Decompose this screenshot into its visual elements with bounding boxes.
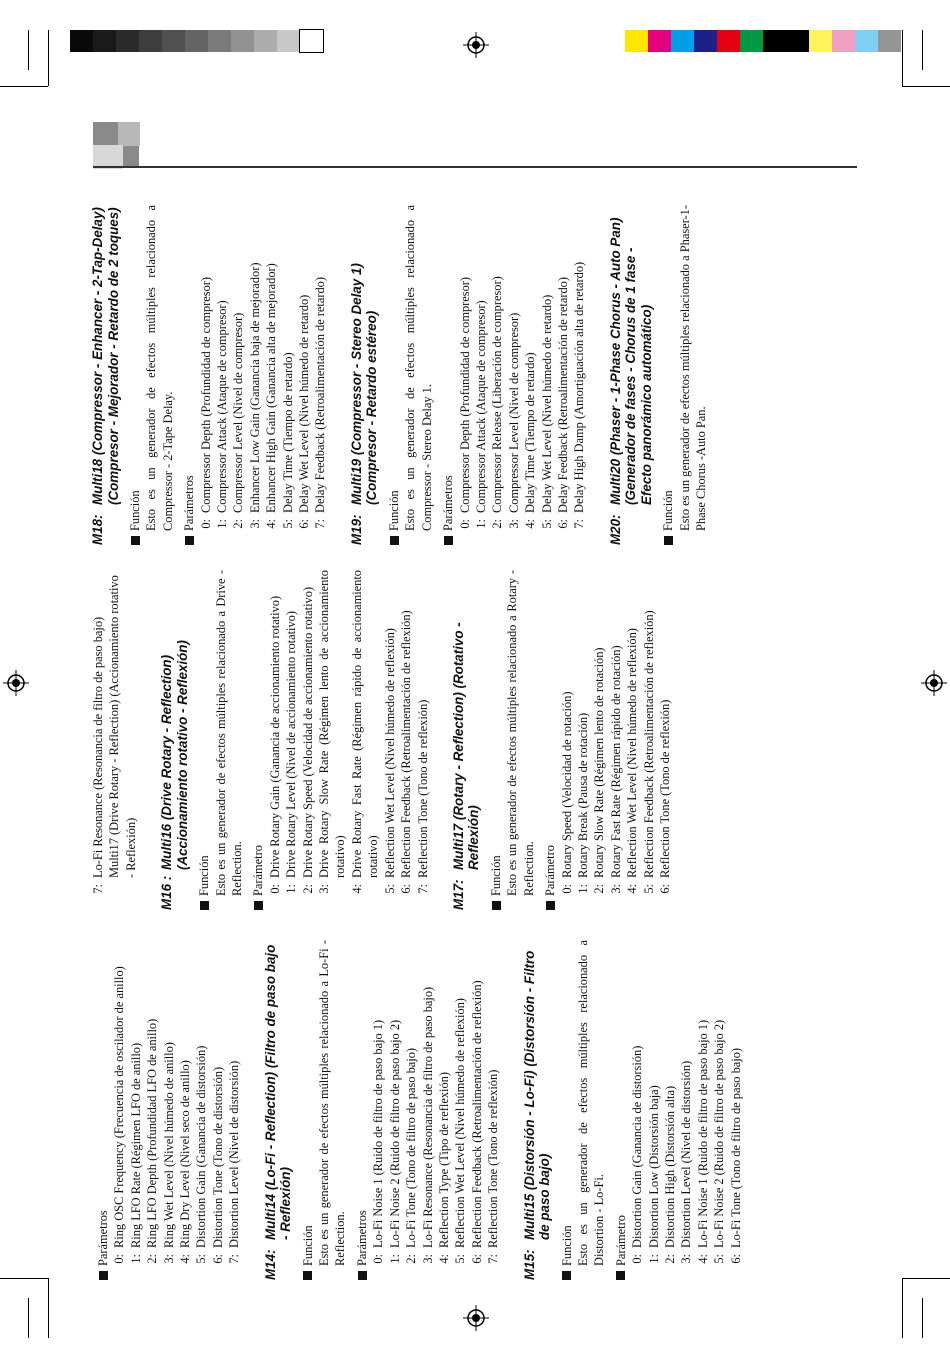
square-bullet-icon bbox=[492, 901, 501, 910]
param-text: Delay High Damp (Amortiguación alta de retardo) bbox=[572, 261, 587, 513]
param-list bbox=[559, 570, 674, 910]
param-text: Reflection Wet Level (Nivel húmedo de reflexión) bbox=[382, 628, 397, 878]
param-number: 6: bbox=[399, 884, 414, 894]
param-item bbox=[316, 570, 349, 910]
param-text: Reflection Wet Level (Nivel húmedo de reflexión) bbox=[625, 628, 640, 878]
param-number: 2: bbox=[231, 519, 246, 529]
param-text: Rotary Slow Rate (Régimen lento de rotación) bbox=[592, 647, 607, 878]
param-text: Delay Wet Level (Nivel húmedo de retardo) bbox=[297, 294, 312, 513]
param-text: Delay Time (Tiempo de retardo) bbox=[523, 352, 538, 513]
color-swatch bbox=[231, 30, 254, 52]
section-number: M18: bbox=[90, 514, 105, 545]
function-description: Esto es un generador de efectos múltiples relacionado a Compressor - 2-Tape Delay. bbox=[144, 205, 175, 531]
crop-mark-bl-h bbox=[0, 1278, 48, 1279]
param-item bbox=[161, 940, 177, 1280]
function-label: Función bbox=[300, 1225, 315, 1266]
param-text: Lo-Fi Noise 1 (Ruido de filtro de paso bajo 1) bbox=[695, 1019, 710, 1248]
params-heading bbox=[440, 205, 456, 545]
color-swatch bbox=[300, 30, 323, 52]
param-number: 5: bbox=[280, 519, 295, 529]
param-number: 3: bbox=[608, 884, 623, 894]
function-label: Función bbox=[197, 855, 212, 896]
param-number: 6: bbox=[728, 1254, 743, 1264]
params-heading-label: Parámetros bbox=[96, 1210, 110, 1266]
color-swatch bbox=[139, 30, 162, 52]
registration-mark-icon bbox=[3, 670, 29, 696]
param-number: 6: bbox=[555, 519, 570, 529]
square-bullet-icon bbox=[358, 1271, 367, 1280]
param-text: Distortion High (Distorsión alta) bbox=[662, 1085, 677, 1248]
param-text: Ring Dry Level (Nivel seco de anillo) bbox=[178, 1060, 193, 1248]
section-title bbox=[522, 940, 553, 1280]
param-item bbox=[312, 205, 328, 545]
param-text: Reflection Feedback (Retroalimentación de reflexión) bbox=[399, 610, 414, 878]
param-text: Reflection Tone (Tono de reflexión) bbox=[657, 699, 672, 878]
param-item bbox=[296, 205, 312, 545]
param-item bbox=[398, 570, 414, 910]
param-text: Distortion Tone (Tono de distorsión) bbox=[210, 1066, 225, 1248]
param-number: 1: bbox=[575, 884, 590, 894]
params-label: Parámetro bbox=[251, 845, 266, 896]
color-swatch bbox=[717, 30, 740, 52]
function-label: Función bbox=[661, 490, 676, 531]
param-number: 1: bbox=[387, 1254, 402, 1264]
param-item bbox=[210, 940, 226, 1280]
function-heading bbox=[127, 205, 143, 545]
color-swatch bbox=[208, 30, 231, 52]
section-title-text: Multi18 (Compressor - Enhancer - 2-Tap-Delay) (Compresor - Mejorador - Retardo de 2 toques) bbox=[90, 207, 121, 505]
column-1 bbox=[90, 940, 744, 1280]
square-bullet-icon bbox=[546, 901, 555, 910]
param-text: Compressor Level (Nivel de compresor) bbox=[506, 312, 521, 513]
param-item bbox=[382, 570, 398, 910]
param-item bbox=[678, 940, 694, 1280]
param-text: Compressor Attack (Ataque de compresor) bbox=[473, 300, 488, 513]
param-text: Compressor Level (Nivel de compresor) bbox=[231, 312, 246, 513]
param-text: Enhancer High Gain (Ganancia alta de mejorador) bbox=[264, 263, 279, 513]
param-text: Ring LFO Depth (Profundidad LFO de anillo) bbox=[145, 1018, 160, 1248]
square-bullet-icon bbox=[444, 536, 453, 545]
params-heading bbox=[354, 940, 370, 1280]
param-text: Compressor Attack (Ataque de compresor) bbox=[215, 300, 230, 513]
param-item bbox=[624, 570, 640, 910]
crop-mark-tl-h bbox=[0, 86, 48, 87]
color-swatch bbox=[648, 30, 671, 52]
param-text: Rotary Speed (Velocidad de rotación) bbox=[559, 691, 574, 878]
function-heading bbox=[488, 570, 504, 910]
param-number: 4: bbox=[625, 884, 640, 894]
section-tab-marker bbox=[118, 122, 140, 146]
param-list bbox=[198, 205, 329, 545]
param-number: 3: bbox=[679, 1254, 694, 1264]
section-title bbox=[451, 570, 482, 910]
param-number: 4: bbox=[436, 1254, 451, 1264]
crop-mark-br-h bbox=[902, 1278, 950, 1279]
param-item bbox=[695, 940, 711, 1280]
param-item bbox=[629, 940, 645, 1280]
param-item bbox=[214, 205, 230, 545]
crop-mark-tr-h bbox=[902, 86, 950, 87]
square-bullet-icon bbox=[200, 901, 209, 910]
color-swatch bbox=[277, 30, 300, 52]
param-item bbox=[111, 940, 127, 1280]
param-number: 7: bbox=[91, 884, 105, 894]
section-title-text: Multi15 (Distorsión - Lo-Fi) (Distorsión - Filtro de paso bajo) bbox=[521, 950, 553, 1240]
param-number: 2: bbox=[592, 884, 607, 894]
param-number: 7: bbox=[415, 884, 430, 894]
param-number: 0: bbox=[267, 884, 282, 894]
param-number: 5: bbox=[194, 1254, 209, 1264]
registration-mark-icon bbox=[921, 670, 947, 696]
square-bullet-icon bbox=[254, 901, 263, 910]
param-item bbox=[559, 570, 575, 910]
param-text: Reflection Feedback (Retroalimentación de reflexión) bbox=[641, 610, 656, 878]
param-number: 2: bbox=[300, 884, 315, 894]
color-calibration-bar bbox=[625, 30, 901, 52]
color-swatch bbox=[93, 30, 116, 52]
param-item bbox=[646, 940, 662, 1280]
param-text: Reflection Wet Level (Nivel húmedo de reflexión) bbox=[453, 998, 468, 1248]
param-text: Rotary Fast Rate (Régimen rápido de rotación) bbox=[608, 645, 623, 878]
crop-mark-tl-v2 bbox=[28, 30, 29, 70]
param-item bbox=[473, 205, 489, 545]
color-swatch bbox=[185, 30, 208, 52]
param-number: 6: bbox=[469, 1254, 484, 1264]
section-title-text: Multi14 (Lo-Fi - Reflection) (Filtro de paso bajo - Reflexión) bbox=[262, 944, 294, 1240]
param-number: 6: bbox=[657, 884, 672, 894]
color-swatch bbox=[694, 30, 717, 52]
function-description: Esto es un generador de efectos múltiples relacionado a Distortion - Lo-Fi. bbox=[575, 940, 607, 1266]
function-description: Esto es un generador de efectos múltiples relacionado a Lo-Fi - Reflection. bbox=[317, 940, 348, 1266]
param-item bbox=[90, 570, 106, 910]
param-number: 4: bbox=[349, 884, 364, 894]
function-label: Función bbox=[128, 490, 142, 531]
param-item bbox=[198, 205, 214, 545]
param-item bbox=[555, 205, 571, 545]
section-number: M17: bbox=[450, 879, 466, 910]
crop-mark-tl-v bbox=[48, 30, 49, 86]
crop-mark-br-v bbox=[902, 1278, 903, 1338]
param-number: 4: bbox=[695, 1254, 710, 1264]
param-text: Delay Wet Level (Nivel húmedo de retardo) bbox=[539, 294, 554, 513]
param-list bbox=[629, 940, 744, 1280]
crop-mark-tr-v2 bbox=[922, 30, 923, 70]
function-description: Esto es un generador de efectos múltiples relacionado a Phaser-1-Phase Chorus -Auto Pan. bbox=[677, 205, 709, 531]
section-title-text: Multi17 (Rotary - Reflection) (Rotativo - Reflexión) bbox=[450, 622, 482, 870]
square-bullet-icon bbox=[390, 536, 399, 545]
color-swatch bbox=[832, 30, 855, 52]
param-number: 3: bbox=[247, 519, 262, 529]
crop-mark-bl-v bbox=[48, 1278, 49, 1338]
param-text: Lo-Fi Resonance (Resonancia de filtro de paso bajo) bbox=[91, 616, 105, 878]
color-swatch bbox=[116, 30, 139, 52]
function-description: Esto es un generador de efectos múltiples relacionado a Rotary - Reflection. bbox=[505, 570, 536, 896]
color-swatch bbox=[763, 30, 786, 52]
param-item bbox=[415, 570, 431, 910]
param-item bbox=[728, 940, 744, 1280]
rotated-page-content bbox=[90, 200, 860, 1280]
param-number: 3: bbox=[161, 1254, 176, 1264]
param-item bbox=[403, 940, 419, 1280]
section-number: M20: bbox=[607, 514, 623, 545]
param-text: Drive Rotary Level (Nivel de accionamiento rotativo) bbox=[284, 611, 299, 878]
param-item bbox=[522, 205, 538, 545]
params-heading bbox=[181, 205, 197, 545]
param-item bbox=[193, 940, 209, 1280]
param-number: 0: bbox=[371, 1254, 386, 1264]
param-number: 6: bbox=[210, 1254, 225, 1264]
param-number: 7: bbox=[572, 519, 587, 529]
section-title bbox=[159, 570, 190, 910]
param-text: Ring LFO Rate (Régimen LFO de anillo) bbox=[128, 1042, 143, 1248]
square-bullet-icon bbox=[99, 1271, 108, 1280]
params-label: Parámetros bbox=[182, 475, 197, 531]
param-item bbox=[280, 205, 296, 545]
param-text: Distortion Level (Nivel de distorsión) bbox=[227, 1060, 242, 1248]
param-number: 1: bbox=[473, 519, 488, 529]
square-bullet-icon bbox=[303, 1271, 312, 1280]
param-number: 2: bbox=[490, 519, 505, 529]
param-number: 0: bbox=[559, 884, 574, 894]
crop-mark-bl-v2 bbox=[28, 1298, 29, 1338]
param-text: Lo-Fi Tone (Tono de filtro de paso bajo) bbox=[404, 1047, 419, 1248]
param-number: 3: bbox=[420, 1254, 435, 1264]
param-number: 4: bbox=[523, 519, 538, 529]
color-swatch bbox=[254, 30, 277, 52]
param-item bbox=[300, 570, 316, 910]
function-heading bbox=[660, 205, 676, 545]
param-number: 5: bbox=[453, 1254, 468, 1264]
square-bullet-icon bbox=[131, 536, 140, 545]
param-number: 0: bbox=[457, 519, 472, 529]
param-number: 1: bbox=[284, 884, 299, 894]
param-text: Delay Feedback (Retroalimentación de retardo) bbox=[555, 276, 570, 513]
param-text: Compressor Depth (Profundidad de compresor) bbox=[457, 276, 472, 513]
param-number: 3: bbox=[506, 519, 521, 529]
param-number: 2: bbox=[404, 1254, 419, 1264]
section-number: M15: bbox=[521, 1249, 537, 1280]
param-text: Delay Feedback (Retroalimentación de retardo) bbox=[313, 276, 328, 513]
param-number: 0: bbox=[112, 1254, 127, 1264]
param-number: 4: bbox=[264, 519, 279, 529]
section-number: M16 : bbox=[159, 875, 175, 910]
params-label: Parámetros bbox=[354, 1210, 369, 1266]
param-text: Distortion Gain (Ganancia de distorsión) bbox=[630, 1045, 645, 1248]
param-text: Drive Rotary Fast Rate (Régimen rápido de accionamiento rotativo) bbox=[349, 570, 381, 878]
param-item bbox=[436, 940, 452, 1280]
param-item bbox=[539, 205, 555, 545]
function-label: Función bbox=[559, 1225, 574, 1266]
param-item bbox=[177, 940, 193, 1280]
param-list bbox=[370, 940, 501, 1280]
param-item bbox=[267, 570, 283, 910]
param-number: 2: bbox=[145, 1254, 160, 1264]
color-swatch bbox=[671, 30, 694, 52]
function-description: Esto es un generador de efectos múltiples relacionado a Compressor - Stereo Delay 1. bbox=[403, 205, 434, 531]
gray-scale-bar bbox=[70, 30, 323, 52]
square-bullet-icon bbox=[562, 1271, 571, 1280]
param-number: 7: bbox=[227, 1254, 242, 1264]
params-heading bbox=[613, 940, 629, 1280]
param-number: 5: bbox=[712, 1254, 727, 1264]
column-2 bbox=[90, 570, 673, 910]
param-number: 1: bbox=[128, 1254, 143, 1264]
square-bullet-icon bbox=[616, 1271, 625, 1280]
function-label: Función bbox=[488, 855, 503, 896]
registration-mark-icon bbox=[463, 1305, 489, 1331]
param-item bbox=[283, 570, 299, 910]
color-swatch bbox=[70, 30, 93, 52]
section-title bbox=[90, 205, 121, 545]
param-text: Reflection Tone (Tono de reflexión) bbox=[415, 699, 430, 878]
param-text: Delay Time (Tiempo de retardo) bbox=[280, 352, 295, 513]
function-description: Esto es un generador de efectos múltiples relacionado a Drive - Reflection. bbox=[213, 570, 245, 896]
param-text: Rotary Break (Pausa de rotación) bbox=[575, 712, 590, 878]
param-item bbox=[506, 205, 522, 545]
section-title-text: Multi20 (Phaser - 1-Phase Chorus - Auto Pan) (Generador de fases - Chorus de 1 fase - Efecto panorámico automático) bbox=[607, 217, 654, 505]
param-text: Lo-Fi Tone (Tono de filtro de paso bajo) bbox=[728, 1047, 743, 1248]
param-text: Lo-Fi Noise 1 (Ruido de filtro de paso bajo 1) bbox=[371, 1019, 386, 1248]
square-bullet-icon bbox=[664, 536, 673, 545]
param-item bbox=[608, 570, 624, 910]
param-item bbox=[226, 940, 242, 1280]
param-number: 3: bbox=[317, 884, 332, 894]
param-item bbox=[457, 205, 473, 545]
section-number: M14: bbox=[262, 1249, 278, 1280]
color-swatch bbox=[878, 30, 901, 52]
section-number: M19: bbox=[348, 514, 364, 545]
param-number: 1: bbox=[215, 519, 230, 529]
param-item bbox=[591, 570, 607, 910]
header-rule bbox=[93, 166, 857, 168]
crop-mark-br-v2 bbox=[922, 1298, 923, 1338]
param-number: 5: bbox=[539, 519, 554, 529]
params-label: Parámetros bbox=[441, 475, 456, 531]
param-list bbox=[111, 940, 242, 1280]
param-text: Reflection Feedback (Retroalimentación de reflexión) bbox=[469, 980, 484, 1248]
params-label: Parámetro bbox=[613, 1215, 628, 1266]
param-item bbox=[641, 570, 657, 910]
param-item bbox=[144, 940, 160, 1280]
section-title bbox=[608, 205, 655, 545]
param-text: Distortion Gain (Ganancia de distorsión) bbox=[194, 1045, 209, 1248]
color-swatch bbox=[625, 30, 648, 52]
param-text: Drive Rotary Speed (Velocidad de accionamiento rotativo) bbox=[300, 586, 315, 878]
param-number: 2: bbox=[662, 1254, 677, 1264]
param-number: 1: bbox=[646, 1254, 661, 1264]
param-text: Reflection Type (Tipo de reflexión) bbox=[436, 1071, 451, 1248]
param-text: Ring Wet Level (Nivel húmedo de anillo) bbox=[161, 1042, 176, 1248]
param-item bbox=[657, 570, 673, 910]
param-item bbox=[420, 940, 436, 1280]
square-bullet-icon bbox=[185, 536, 194, 545]
section-title bbox=[349, 205, 380, 545]
function-heading bbox=[300, 940, 316, 1280]
params-heading bbox=[250, 570, 266, 910]
param-text: Enhancer Low Gain (Ganancia baja de mejorador) bbox=[247, 262, 262, 513]
continuation-text: Multi17 (Drive Rotary - Reflection) (Accionamiento rotativo - Reflexión) bbox=[107, 575, 138, 878]
registration-mark-icon bbox=[463, 32, 489, 58]
param-item bbox=[452, 940, 468, 1280]
function-heading bbox=[559, 940, 575, 1280]
param-item bbox=[571, 205, 587, 545]
param-item bbox=[247, 205, 263, 545]
param-number: 0: bbox=[198, 519, 213, 529]
color-swatch bbox=[740, 30, 763, 52]
params-heading bbox=[542, 570, 558, 910]
section-title-text: Multi19 (Compressor - Stereo Delay 1) (Compresor - Retardo estéreo) bbox=[348, 263, 380, 505]
param-text: Distortion Low (Distorsión baja) bbox=[646, 1085, 661, 1248]
param-item bbox=[485, 940, 501, 1280]
param-item bbox=[575, 570, 591, 910]
param-number: 6: bbox=[297, 519, 312, 529]
param-number: 5: bbox=[641, 884, 656, 894]
param-text: Distortion Level (Nivel de distorsión) bbox=[679, 1060, 694, 1248]
function-heading bbox=[386, 205, 402, 545]
param-item bbox=[489, 205, 505, 545]
column-3 bbox=[90, 205, 709, 545]
section-title-text: Multi16 (Drive Rotary - Reflection) (Accionamiento rotativo - Reflexión) bbox=[159, 640, 190, 870]
color-swatch bbox=[809, 30, 832, 52]
param-text: Lo-Fi Resonance (Resonancia de filtro de paso bajo) bbox=[420, 986, 435, 1248]
function-heading bbox=[196, 570, 212, 910]
param-text: Compressor Release (Liberación de compresor) bbox=[490, 276, 505, 513]
param-list bbox=[457, 205, 588, 545]
param-text: Lo-Fi Noise 2 (Ruido de filtro de paso bajo 2) bbox=[712, 1019, 727, 1248]
param-number: 0: bbox=[630, 1254, 645, 1264]
params-label: Parámetro bbox=[543, 845, 558, 896]
param-number: 7: bbox=[486, 1254, 501, 1264]
function-label: Función bbox=[386, 490, 401, 531]
param-number: 7: bbox=[313, 519, 328, 529]
param-text: Reflection Tone (Tono de reflexión) bbox=[486, 1069, 501, 1248]
param-item bbox=[387, 940, 403, 1280]
param-list bbox=[267, 570, 431, 910]
param-text: Ring OSC Frequency (Frecuencia de oscilador de anillo) bbox=[112, 966, 127, 1248]
param-text: Compressor Depth (Profundidad de compresor) bbox=[198, 276, 213, 513]
param-item bbox=[711, 940, 727, 1280]
param-item bbox=[349, 570, 382, 910]
color-swatch bbox=[786, 30, 809, 52]
param-text: Drive Rotary Gain (Ganancia de accionamiento rotativo) bbox=[267, 595, 282, 878]
color-swatch bbox=[162, 30, 185, 52]
param-text: Lo-Fi Noise 2 (Ruido de filtro de paso bajo 2) bbox=[387, 1019, 402, 1248]
crop-mark-tr-v bbox=[902, 30, 903, 86]
param-item bbox=[370, 940, 386, 1280]
param-item bbox=[469, 940, 485, 1280]
color-swatch bbox=[855, 30, 878, 52]
param-item bbox=[263, 205, 279, 545]
param-item bbox=[230, 205, 246, 545]
param-item bbox=[128, 940, 144, 1280]
param-number: 5: bbox=[382, 884, 397, 894]
param-item bbox=[662, 940, 678, 1280]
param-number: 4: bbox=[178, 1254, 193, 1264]
param-text: Drive Rotary Slow Rate (Régimen lento de accionamiento rotativo) bbox=[317, 570, 348, 878]
params-heading bbox=[95, 940, 111, 1280]
section-title bbox=[263, 940, 294, 1280]
